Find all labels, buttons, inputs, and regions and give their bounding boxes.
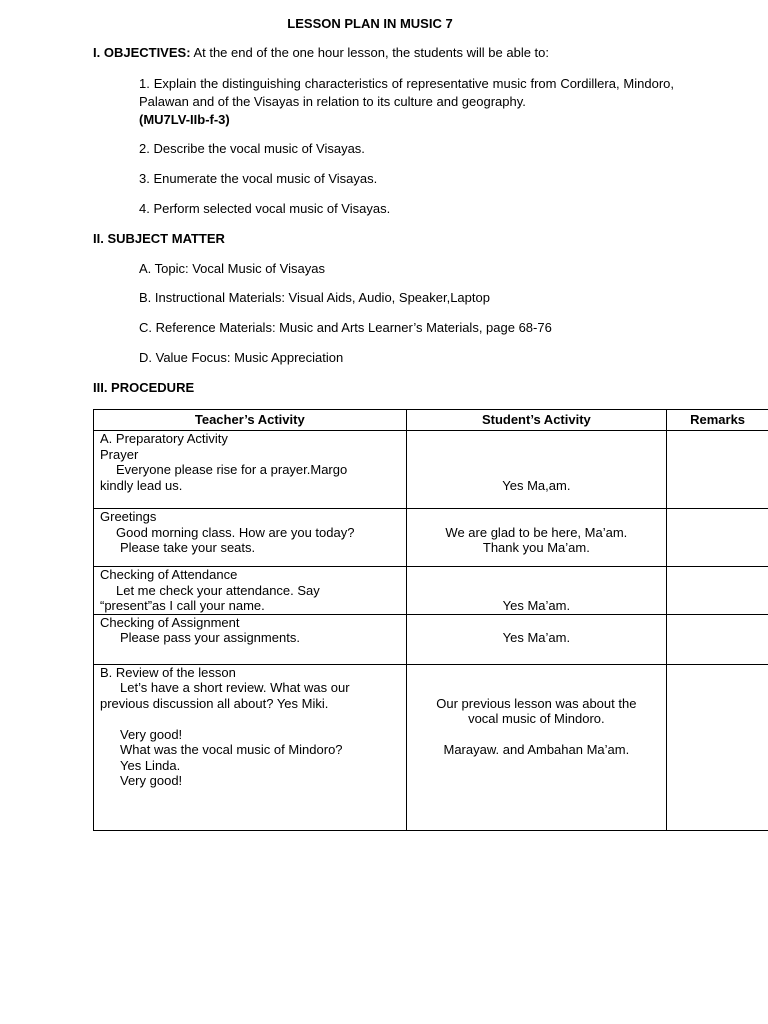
objective-2: 2. Describe the vocal music of Visayas. bbox=[139, 141, 365, 156]
teacher-cell bbox=[94, 509, 407, 567]
teacher-line: “present”as I call your name. bbox=[100, 598, 265, 613]
subject-value: D. Value Focus: Music Appreciation bbox=[139, 350, 344, 365]
teacher-line: Very good! bbox=[120, 773, 183, 788]
page-title: LESSON PLAN IN MUSIC 7 bbox=[287, 16, 453, 31]
remarks-cell bbox=[667, 664, 768, 830]
teacher-line: Good morning class. How are you today? bbox=[116, 524, 355, 540]
subject-reference: C. Reference Materials: Music and Arts Learner’s Materials, page 68-76 bbox=[139, 320, 552, 335]
objective-4: 4. Perform selected vocal music of Visayas. bbox=[139, 201, 391, 216]
student-line: vocal music of Mindoro. bbox=[468, 711, 605, 726]
remarks-cell bbox=[667, 431, 768, 509]
teacher-cell bbox=[94, 614, 407, 664]
teacher-cell bbox=[94, 567, 407, 615]
objective-1-text: 1. Explain the distinguishing characteristics of representative music from Cordillera, Mindoro, Palawan and of the Visayas in relation to its culture and geography. bbox=[139, 76, 674, 109]
teacher-line: kindly lead us. bbox=[100, 477, 183, 493]
objectives-intro: At the end of the one hour lesson, the students will be able to: bbox=[193, 45, 550, 60]
teacher-line: previous discussion all about? Yes Miki. bbox=[100, 695, 329, 711]
table-header-row bbox=[94, 410, 768, 431]
procedure-heading: III. PROCEDURE bbox=[93, 380, 195, 395]
student-line: Our previous lesson was about the bbox=[436, 695, 637, 711]
table-row bbox=[94, 664, 768, 830]
objective-1 bbox=[139, 75, 674, 129]
table-row bbox=[94, 614, 768, 664]
subject-matter-heading: II. SUBJECT MATTER bbox=[93, 231, 225, 246]
teacher-line: What was the vocal music of Mindoro? bbox=[120, 742, 343, 757]
teacher-line: Checking of Attendance bbox=[100, 567, 238, 582]
remarks-cell bbox=[667, 567, 768, 615]
subject-materials: B. Instructional Materials: Visual Aids, Audio, Speaker,Laptop bbox=[139, 290, 490, 305]
teacher-line: Very good! bbox=[120, 726, 183, 742]
student-line: Yes Ma’am. bbox=[502, 630, 571, 645]
student-cell bbox=[406, 509, 667, 567]
objective-3: 3. Enumerate the vocal music of Visayas. bbox=[139, 171, 378, 186]
teacher-line: B. Review of the lesson bbox=[100, 664, 236, 680]
student-line: Yes Ma’am. bbox=[502, 598, 571, 613]
teacher-line: Yes Linda. bbox=[120, 757, 181, 773]
teacher-line: Let’s have a short review. What was our bbox=[120, 680, 350, 695]
student-cell bbox=[406, 431, 667, 509]
teacher-line: Checking of Assignment bbox=[100, 614, 240, 630]
teacher-cell bbox=[94, 431, 407, 509]
objective-1-code: (MU7LV-IIb-f-3) bbox=[139, 112, 230, 127]
teacher-line: Please take your seats. bbox=[120, 540, 256, 555]
procedure-table bbox=[93, 409, 768, 831]
student-cell bbox=[406, 567, 667, 615]
teacher-line: Let me check your attendance. Say bbox=[116, 582, 320, 598]
teacher-line: A. Preparatory Activity bbox=[100, 431, 228, 446]
student-cell bbox=[406, 664, 667, 830]
remarks-cell bbox=[667, 614, 768, 664]
student-cell bbox=[406, 614, 667, 664]
table-row bbox=[94, 431, 768, 509]
teacher-line: Everyone please rise for a prayer.Margo bbox=[116, 462, 348, 477]
objectives-line bbox=[93, 45, 549, 60]
student-line: Marayaw. and Ambahan Ma’am. bbox=[443, 742, 630, 757]
student-line: Yes Ma,am. bbox=[502, 477, 571, 493]
subject-topic: A. Topic: Vocal Music of Visayas bbox=[139, 261, 325, 276]
objectives-heading: I. OBJECTIVES: bbox=[93, 45, 191, 60]
student-line: Thank you Ma’am. bbox=[482, 540, 590, 555]
teacher-line: Greetings bbox=[100, 509, 157, 524]
table-row bbox=[94, 509, 768, 567]
teacher-line: Prayer bbox=[100, 446, 139, 462]
student-line: We are glad to be here, Ma’am. bbox=[445, 524, 628, 540]
teacher-cell bbox=[94, 664, 407, 830]
remarks-cell bbox=[667, 509, 768, 567]
header-teacher-activity: Teacher’s Activity bbox=[94, 410, 407, 431]
teacher-line: Please pass your assignments. bbox=[120, 630, 300, 645]
header-student-activity: Student’s Activity bbox=[406, 410, 667, 431]
table-row bbox=[94, 567, 768, 615]
header-remarks: Remarks bbox=[667, 410, 768, 431]
